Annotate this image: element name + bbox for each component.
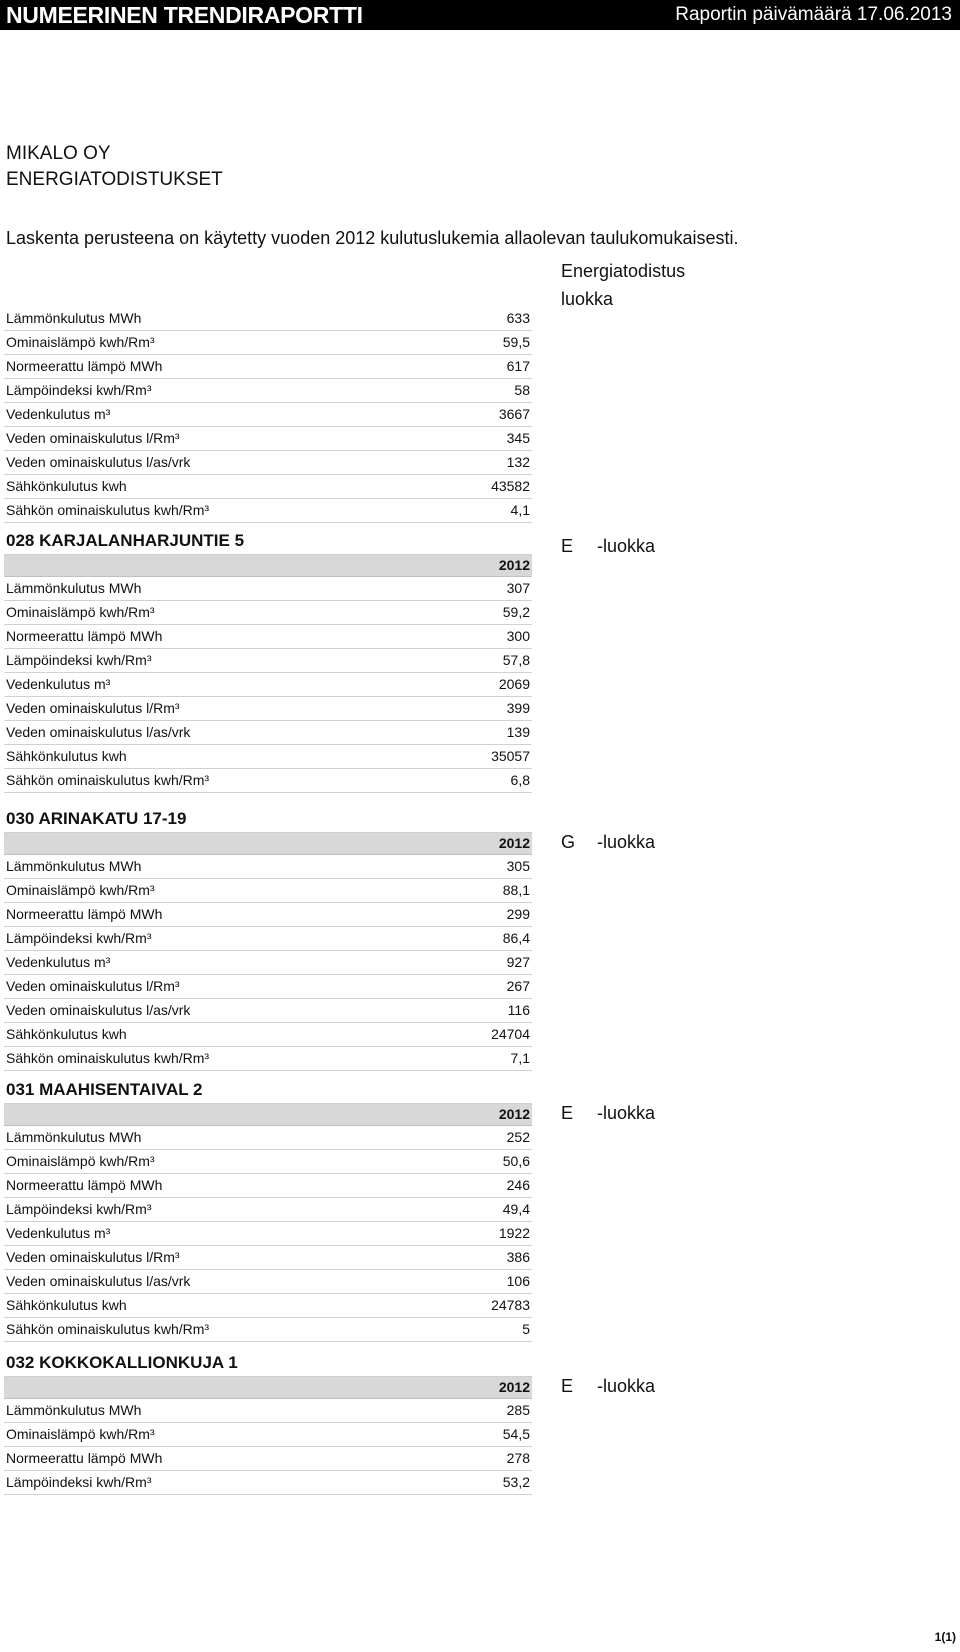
row-label: Vedenkulutus m³ xyxy=(6,1225,111,1241)
row-label: Sähkön ominaiskulutus kwh/Rm³ xyxy=(6,1050,210,1066)
company-block xyxy=(6,141,223,193)
table-row xyxy=(4,625,532,649)
table-row xyxy=(4,1150,532,1174)
row-label: Vedenkulutus m³ xyxy=(6,676,111,692)
row-value: 106 xyxy=(506,1273,530,1289)
row-label: Sähkön ominaiskulutus kwh/Rm³ xyxy=(6,1321,210,1337)
table-row xyxy=(4,855,532,879)
building-block-028 xyxy=(4,527,532,793)
row-label: Veden ominaiskulutus l/Rm³ xyxy=(6,430,180,446)
row-label: Sähkön ominaiskulutus kwh/Rm³ xyxy=(6,502,210,518)
energy-class-title-line1: Energiatodistus xyxy=(561,261,686,281)
row-label: Normeerattu lämpö MWh xyxy=(6,1450,163,1466)
table-row xyxy=(4,577,532,601)
building-block-030 xyxy=(4,805,532,1071)
table-row xyxy=(4,769,532,793)
row-value: 1922 xyxy=(498,1225,530,1241)
row-label: Lämpöindeksi kwh/Rm³ xyxy=(6,1474,152,1490)
row-value: 57,8 xyxy=(502,652,530,668)
row-label: Lämmönkulutus MWh xyxy=(6,1129,142,1145)
building-block-032 xyxy=(4,1349,532,1495)
building-block-031 xyxy=(4,1076,532,1342)
row-value: 246 xyxy=(506,1177,530,1193)
row-value: 59,5 xyxy=(502,334,530,350)
row-value: 5 xyxy=(522,1321,530,1337)
row-label: Ominaislämpö kwh/Rm³ xyxy=(6,1153,155,1169)
grade-suffix: -luokka xyxy=(597,1103,656,1123)
building-name: 032 KOKKOKALLIONKUJA 1 xyxy=(4,1349,532,1377)
row-label: Veden ominaiskulutus l/as/vrk xyxy=(6,1002,191,1018)
row-label: Normeerattu lämpö MWh xyxy=(6,358,163,374)
row-value: 53,2 xyxy=(502,1474,530,1490)
table-row xyxy=(4,721,532,745)
row-label: Lämmönkulutus MWh xyxy=(6,1402,142,1418)
energy-grade xyxy=(561,1103,655,1124)
grade-suffix: -luokka xyxy=(597,832,656,852)
table-row xyxy=(4,1246,532,1270)
table-row xyxy=(4,903,532,927)
table-row xyxy=(4,1222,532,1246)
table-row xyxy=(4,745,532,769)
table-row xyxy=(4,1270,532,1294)
row-label: Veden ominaiskulutus l/as/vrk xyxy=(6,724,191,740)
row-label: Sähkönkulutus kwh xyxy=(6,478,127,494)
table-row xyxy=(4,999,532,1023)
row-label: Normeerattu lämpö MWh xyxy=(6,628,163,644)
table-row xyxy=(4,379,532,403)
company-name: MIKALO OY xyxy=(6,143,111,164)
table-row xyxy=(4,355,532,379)
table-row xyxy=(4,1447,532,1471)
year-header: 2012 xyxy=(4,555,532,577)
row-label: Sähkön ominaiskulutus kwh/Rm³ xyxy=(6,772,210,788)
row-value: 617 xyxy=(506,358,530,374)
table-row xyxy=(4,951,532,975)
table-row xyxy=(4,1126,532,1150)
table-row xyxy=(4,499,532,523)
row-value: 267 xyxy=(506,978,530,994)
energy-grade xyxy=(561,1376,655,1397)
row-label: Ominaislämpö kwh/Rm³ xyxy=(6,604,155,620)
row-label: Sähkönkulutus kwh xyxy=(6,748,127,764)
grade-letter: E xyxy=(561,1376,574,1396)
row-label: Lämmönkulutus MWh xyxy=(6,310,142,326)
row-value: 927 xyxy=(506,954,530,970)
year-header: 2012 xyxy=(4,833,532,855)
row-value: 43582 xyxy=(491,478,530,494)
table-row xyxy=(4,307,532,331)
row-value: 24704 xyxy=(491,1026,530,1042)
row-label: Veden ominaiskulutus l/Rm³ xyxy=(6,1249,180,1265)
table-row xyxy=(4,697,532,721)
table-row xyxy=(4,927,532,951)
row-value: 633 xyxy=(506,310,530,326)
table-row xyxy=(4,475,532,499)
row-label: Lämmönkulutus MWh xyxy=(6,580,142,596)
table-row xyxy=(4,1318,532,1342)
table-row xyxy=(4,1023,532,1047)
row-value: 4,1 xyxy=(510,502,530,518)
table-row xyxy=(4,879,532,903)
row-label: Vedenkulutus m³ xyxy=(6,954,111,970)
table-row xyxy=(4,427,532,451)
table-row xyxy=(4,1174,532,1198)
row-value: 278 xyxy=(506,1450,530,1466)
year-header: 2012 xyxy=(4,1104,532,1126)
row-value: 7,1 xyxy=(510,1050,530,1066)
table-row xyxy=(4,649,532,673)
row-label: Veden ominaiskulutus l/as/vrk xyxy=(6,1273,191,1289)
row-label: Ominaislämpö kwh/Rm³ xyxy=(6,882,155,898)
row-value: 6,8 xyxy=(510,772,530,788)
row-value: 252 xyxy=(506,1129,530,1145)
row-value: 58 xyxy=(514,382,530,398)
row-value: 345 xyxy=(506,430,530,446)
row-value: 299 xyxy=(506,906,530,922)
energy-grade xyxy=(561,832,655,853)
report-date: Raportin päivämäärä 17.06.2013 xyxy=(675,4,952,25)
table-row xyxy=(4,975,532,999)
row-value: 132 xyxy=(506,454,530,470)
grade-letter: E xyxy=(561,536,574,556)
row-value: 116 xyxy=(507,1002,530,1018)
table-row xyxy=(4,1423,532,1447)
table-row xyxy=(4,1047,532,1071)
table-row xyxy=(4,601,532,625)
row-label: Sähkönkulutus kwh xyxy=(6,1026,127,1042)
building-name: 030 ARINAKATU 17-19 xyxy=(4,805,532,833)
row-value: 3667 xyxy=(498,406,530,422)
building-name: 031 MAAHISENTAIVAL 2 xyxy=(4,1076,532,1104)
row-value: 49,4 xyxy=(502,1201,530,1217)
report-header-bar xyxy=(0,0,960,30)
row-value: 307 xyxy=(506,580,530,596)
grade-suffix: -luokka xyxy=(597,536,656,556)
table-row xyxy=(4,1471,532,1495)
row-value: 88,1 xyxy=(502,882,530,898)
table-row xyxy=(4,673,532,697)
table-row xyxy=(4,331,532,355)
row-label: Veden ominaiskulutus l/Rm³ xyxy=(6,700,180,716)
grade-letter: E xyxy=(561,1103,574,1123)
row-label: Ominaislämpö kwh/Rm³ xyxy=(6,334,155,350)
row-label: Lämpöindeksi kwh/Rm³ xyxy=(6,652,152,668)
summary-table xyxy=(4,307,532,523)
row-label: Lämpöindeksi kwh/Rm³ xyxy=(6,930,152,946)
table-row xyxy=(4,1294,532,1318)
row-value: 386 xyxy=(506,1249,530,1265)
row-value: 399 xyxy=(506,700,530,716)
intro-text: Laskenta perusteena on käytetty vuoden 2012 kulutuslukemia allaolevan taulukomukaisesti. xyxy=(6,228,739,248)
row-value: 139 xyxy=(506,724,530,740)
row-label: Sähkönkulutus kwh xyxy=(6,1297,127,1313)
row-value: 285 xyxy=(506,1402,530,1418)
row-value: 59,2 xyxy=(502,604,530,620)
row-value: 50,6 xyxy=(502,1153,530,1169)
year-header: 2012 xyxy=(4,1377,532,1399)
energy-class-title xyxy=(561,257,685,313)
company-subtitle: ENERGIATODISTUKSET xyxy=(6,169,223,190)
row-label: Normeerattu lämpö MWh xyxy=(6,1177,163,1193)
report-title: NUMEERINEN TRENDIRAPORTTI xyxy=(6,2,363,28)
table-row xyxy=(4,403,532,427)
grade-letter: G xyxy=(561,832,576,852)
row-label: Veden ominaiskulutus l/as/vrk xyxy=(6,454,191,470)
energy-grade xyxy=(561,536,655,557)
row-label: Vedenkulutus m³ xyxy=(6,406,111,422)
row-value: 24783 xyxy=(491,1297,530,1313)
row-label: Lämpöindeksi kwh/Rm³ xyxy=(6,382,152,398)
grade-suffix: -luokka xyxy=(597,1376,656,1396)
row-value: 54,5 xyxy=(502,1426,530,1442)
row-label: Normeerattu lämpö MWh xyxy=(6,906,163,922)
table-row xyxy=(4,1399,532,1423)
row-value: 2069 xyxy=(498,676,530,692)
row-label: Lämpöindeksi kwh/Rm³ xyxy=(6,1201,152,1217)
row-value: 300 xyxy=(506,628,530,644)
row-value: 86,4 xyxy=(502,930,530,946)
row-label: Ominaislämpö kwh/Rm³ xyxy=(6,1426,155,1442)
table-row xyxy=(4,451,532,475)
table-row xyxy=(4,1198,532,1222)
row-value: 305 xyxy=(506,858,530,874)
row-value: 35057 xyxy=(491,748,530,764)
energy-class-title-line2: luokka xyxy=(561,289,614,309)
page-number: 1(1) xyxy=(934,1630,956,1644)
row-label: Veden ominaiskulutus l/Rm³ xyxy=(6,978,180,994)
building-name: 028 KARJALANHARJUNTIE 5 xyxy=(4,527,532,555)
row-label: Lämmönkulutus MWh xyxy=(6,858,142,874)
